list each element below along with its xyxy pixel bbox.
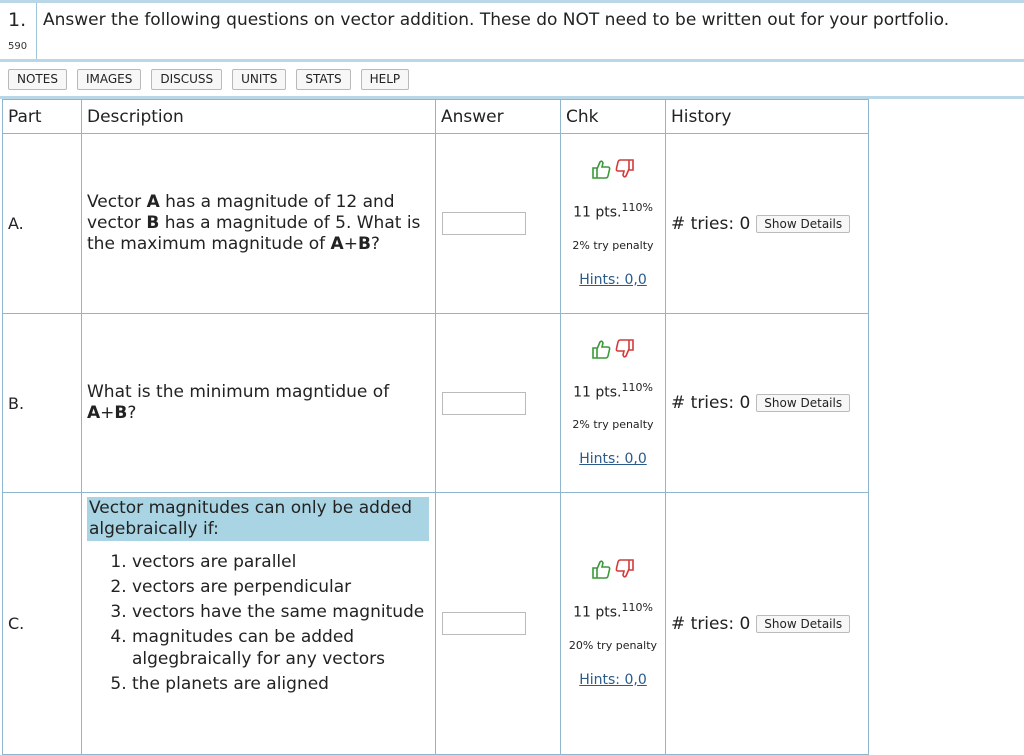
points-value: 11 pts. (573, 204, 622, 221)
tab-images[interactable]: IMAGES (77, 69, 141, 90)
tries-count: # tries: 0 (671, 613, 751, 634)
answer-cell (436, 314, 561, 493)
bold-vector: B (146, 213, 160, 233)
question-number: 1. (8, 9, 27, 31)
try-penalty: 2% try penalty (572, 238, 654, 252)
header-answer: Answer (436, 100, 561, 134)
list-item: 3. vectors have the same magnitude (132, 601, 431, 623)
thumbs-down-icon[interactable] (614, 559, 636, 583)
tries-count: # tries: 0 (671, 393, 751, 413)
answer-table (2, 99, 869, 755)
question-id: 590 (8, 41, 28, 52)
check-cell (561, 314, 666, 493)
bold-vector: B (357, 234, 371, 254)
question-header (0, 0, 1024, 62)
answer-cell (436, 493, 561, 755)
tab-help[interactable]: HELP (361, 69, 410, 90)
feedback-thumbs (561, 339, 665, 363)
check-cell (561, 134, 666, 314)
list-item: 5. the planets are aligned (132, 673, 431, 695)
bold-vector: A (146, 192, 160, 212)
header-description: Description (82, 100, 436, 134)
question-number-box (0, 3, 37, 59)
list-item: 1. vectors are parallel (132, 551, 431, 573)
tries-count: # tries: 0 (671, 213, 751, 234)
tab-bar (8, 69, 409, 90)
thumbs-down-icon[interactable] (614, 159, 636, 183)
thumbs-down-icon[interactable] (614, 339, 636, 363)
thumbs-up-icon[interactable] (590, 559, 612, 583)
bold-vector: B (114, 403, 128, 423)
feedback-thumbs (561, 559, 665, 583)
bold-vector: A (330, 234, 344, 254)
hints-link[interactable]: Hints: 0,0 (579, 671, 647, 688)
try-penalty: 20% try penalty (568, 638, 658, 652)
question-prompt: Vector magnitudes can only be added algebraically if: (87, 497, 429, 541)
thumbs-up-icon[interactable] (590, 159, 612, 183)
points-percent: 110% (621, 201, 653, 215)
bold-vector: A (87, 403, 101, 423)
part-label: A. (3, 134, 82, 314)
header-chk: Chk (561, 100, 666, 134)
header-row (3, 100, 869, 134)
part-label: C. (3, 493, 82, 755)
part-description (82, 314, 436, 493)
show-details-button[interactable]: Show Details (756, 394, 850, 412)
try-penalty: 2% try penalty (572, 418, 654, 432)
show-details-button[interactable]: Show Details (756, 215, 850, 233)
history-cell (666, 493, 869, 755)
part-label: B. (3, 314, 82, 493)
points-text (561, 381, 665, 401)
check-cell (561, 493, 666, 755)
hints-link[interactable]: Hints: 0,0 (579, 451, 647, 468)
points-value: 11 pts. (573, 604, 622, 621)
answer-input[interactable] (442, 392, 526, 415)
header-history: History (666, 100, 869, 134)
history-cell (666, 314, 869, 493)
points-percent: 110% (621, 380, 653, 394)
answer-input[interactable] (442, 212, 526, 235)
answer-cell (436, 134, 561, 314)
part-description (82, 134, 436, 314)
tab-notes[interactable]: NOTES (8, 69, 67, 90)
list-item: 4. magnitudes can be added algegbraically for any vectors (132, 626, 431, 670)
question-text: Answer the following questions on vector addition. These do NOT need to be written out for your portfolio. (43, 10, 950, 30)
feedback-thumbs (561, 159, 665, 183)
show-details-button[interactable]: Show Details (756, 615, 850, 633)
hints-link[interactable]: Hints: 0,0 (579, 271, 647, 288)
description-text: Vector A has a magnitude of 12 and vector B has a magnitude of 5. What is the maximum magnitude of A+B? (87, 192, 421, 254)
points-text (561, 201, 665, 221)
list-item: 2. vectors are perpendicular (132, 576, 431, 598)
tab-stats[interactable]: STATS (296, 69, 350, 90)
table-row (3, 493, 869, 755)
part-description (82, 493, 436, 755)
answer-input[interactable] (442, 612, 526, 635)
points-percent: 110% (621, 601, 653, 615)
option-list (87, 551, 431, 695)
history-cell (666, 134, 869, 314)
table-row (3, 314, 869, 493)
table-row (3, 134, 869, 314)
header-part: Part (3, 100, 82, 134)
points-text (561, 601, 665, 621)
description-text: What is the minimum magntidue of A+B? (87, 382, 390, 423)
tab-discuss[interactable]: DISCUSS (151, 69, 222, 90)
tab-units[interactable]: UNITS (232, 69, 286, 90)
points-value: 11 pts. (573, 384, 622, 401)
thumbs-up-icon[interactable] (590, 339, 612, 363)
